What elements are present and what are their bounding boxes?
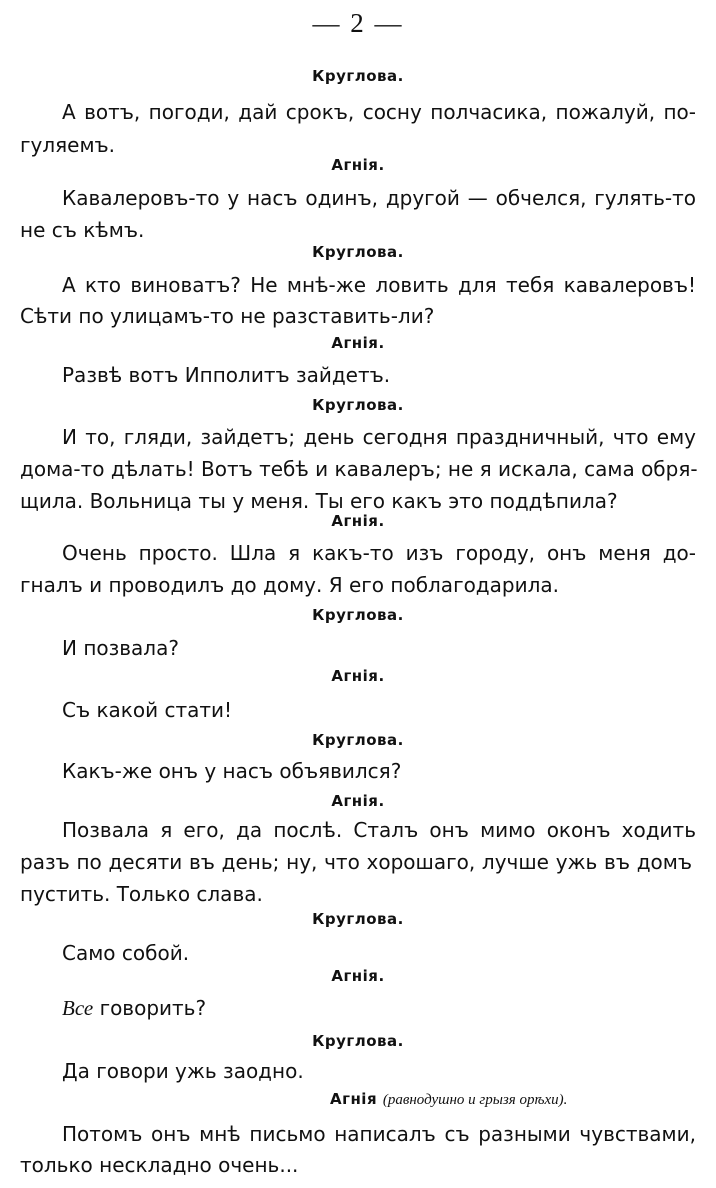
speaker-name: Агнія. bbox=[331, 967, 385, 985]
dialogue-line: Очень просто. Шла я какъ-то изъ городу, онъ меня до- bbox=[62, 541, 696, 565]
stage-direction: (равнодушно и грызя орѣхи). bbox=[382, 1092, 568, 1108]
dialogue-line: Развѣ вотъ Ипполитъ зайдетъ. bbox=[62, 363, 391, 387]
dialogue-line: А кто виноватъ? Не мнѣ-же ловить для тебя кавалеровъ! bbox=[62, 273, 696, 297]
speaker-name: Круглова. bbox=[312, 606, 404, 624]
speaker-name: Круглова. bbox=[312, 731, 404, 749]
speaker-name: Круглова. bbox=[312, 67, 404, 85]
speaker-name: Круглова. bbox=[312, 1032, 404, 1050]
dialogue-line: гуляемъ. bbox=[20, 133, 116, 157]
dialogue-line: не съ кѣмъ. bbox=[20, 218, 145, 242]
dialogue-line: дома-то дѣлать! Вотъ тебѣ и кавалеръ; не я искала, сама обря- bbox=[20, 457, 698, 481]
dialogue-line: пустить. Только слава. bbox=[20, 882, 263, 906]
dialogue-line: только нескладно очень... bbox=[20, 1153, 299, 1177]
speaker-name: Агнія. bbox=[331, 667, 385, 685]
speaker-name: Круглова. bbox=[312, 910, 404, 928]
dialogue-line: Съ какой стати! bbox=[62, 698, 233, 722]
dialogue-line: Само собой. bbox=[62, 941, 190, 965]
dialogue-line bbox=[62, 996, 696, 1020]
dialogue-line: разъ по десяти въ день; ну, что хорошаго, лучше ужь въ домъ bbox=[20, 850, 692, 874]
dialogue-line: А вотъ, погоди, дай срокъ, сосну полчасика, пожалуй, по- bbox=[62, 100, 696, 124]
dialogue-line: Позвала я его, да послѣ. Сталъ онъ мимо оконъ ходить bbox=[62, 818, 696, 842]
speaker-name: Агнія. bbox=[331, 792, 385, 810]
dialogue-line: щила. Вольница ты у меня. Ты его какъ это поддѣпила? bbox=[20, 489, 618, 513]
dialogue-line: Какъ-же онъ у насъ объявился? bbox=[62, 759, 402, 783]
dialogue-line: гналъ и проводилъ до дому. Я его поблагодарила. bbox=[20, 573, 559, 597]
speaker-name: Агнія. bbox=[331, 512, 385, 530]
dialogue-line: Кавалеровъ-то у насъ одинъ, другой — обчелся, гулять-то bbox=[62, 186, 696, 210]
speaker-name: Круглова. bbox=[312, 396, 404, 414]
dialogue-line: И то, гляди, зайдетъ; день сегодня праздничный, что ему bbox=[62, 425, 696, 449]
dialogue-line-rest: говорить? bbox=[99, 996, 207, 1020]
dialogue-line: Потомъ онъ мнѣ письмо написалъ съ разными чувствами, bbox=[62, 1122, 696, 1146]
dialogue-line: И позвала? bbox=[62, 636, 179, 660]
dialogue-line: Да говори ужь заодно. bbox=[62, 1059, 304, 1083]
speaker-with-direction bbox=[330, 1090, 710, 1109]
speaker-name: Агнія. bbox=[331, 334, 385, 352]
emphasized-word: Все bbox=[62, 996, 94, 1020]
speaker-name: Круглова. bbox=[312, 243, 404, 261]
speaker-name: Агнія. bbox=[331, 156, 385, 174]
page-number: — 2 — bbox=[312, 8, 404, 38]
dialogue-line: Сѣти по улицамъ-то не разставить-ли? bbox=[20, 304, 435, 328]
speaker-name: Агнія bbox=[330, 1090, 378, 1108]
